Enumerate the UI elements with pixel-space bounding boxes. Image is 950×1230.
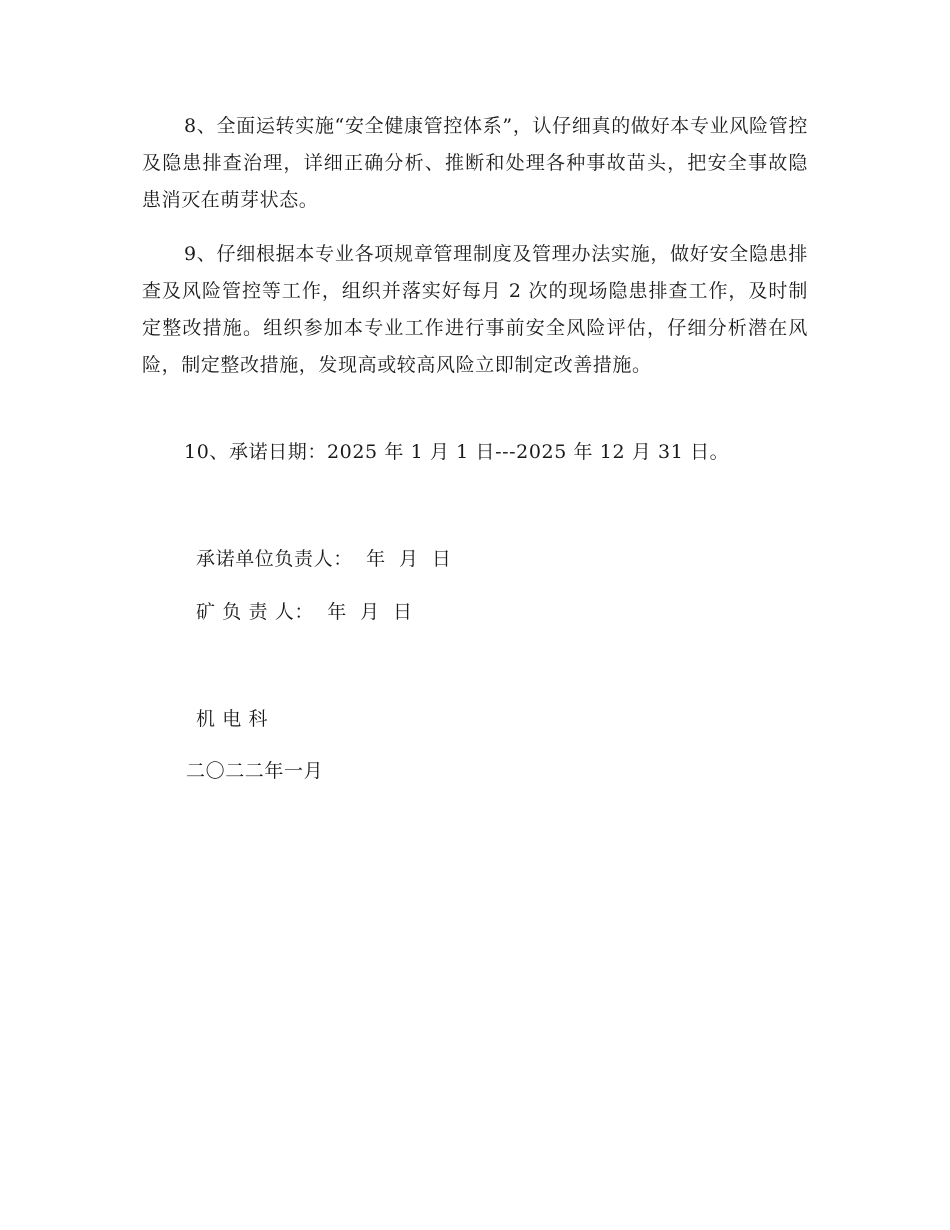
paragraph-item-8: 8、全面运转实施“安全健康管控体系”，认仔细真的做好本专业风险管控及隐患排查治理，详细正确分析、推断和处理各种事故苗头，把安全事故隐患消灭在萌芽状态。 [142, 115, 808, 211]
signature-mine-responsible: 矿 负 责 人： 年 月 日 [196, 601, 413, 623]
department-name: 机 电 科 [196, 708, 269, 730]
paragraph-item-10: 10、承诺日期：2025 年 1 月 1 日---2025 年 12 月 31 日。 [184, 441, 730, 463]
document-date: 二〇二二年一月 [186, 760, 324, 782]
paragraph-item-9: 9、仔细根据本专业各项规章管理制度及管理办法实施，做好安全隐患排查及风险管控等工作，组织并落实好每月 2 次的现场隐患排查工作，及时制定整改措施。组织参加本专业工作进行事前安全风险评估，仔细分析潜在风险，制定整改措施，发现高或较高风险立即制定改善措施。 [142, 243, 808, 376]
signature-unit-responsible: 承诺单位负责人： 年 月 日 [196, 548, 452, 570]
